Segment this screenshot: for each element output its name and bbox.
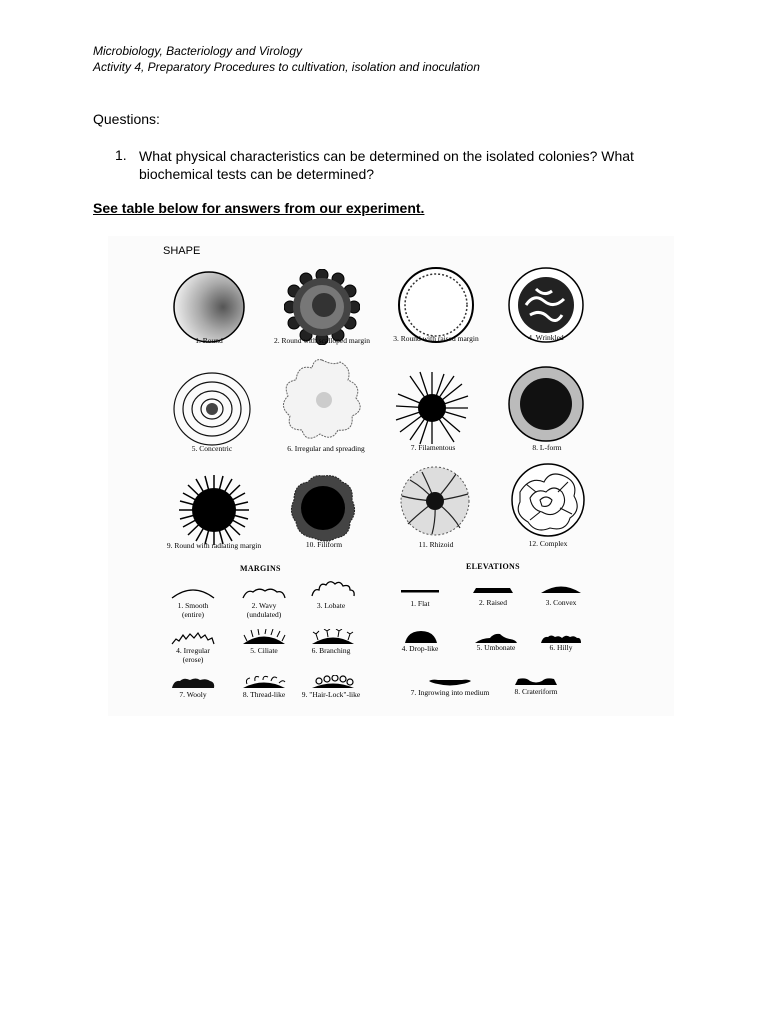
thread-like-margin-icon xyxy=(241,675,287,689)
elevation-label: 6. Hilly xyxy=(549,643,573,652)
question-text: What physical characteristics can be determined on the isolated colonies? What biochemical tests can be determined? xyxy=(139,148,634,182)
scalloped-colony-icon xyxy=(284,269,360,345)
elevation-label: 2. Raised xyxy=(479,598,507,607)
see-table-note: See table below for answers from our experiment. xyxy=(93,200,425,216)
rhizoid-colony-icon xyxy=(398,464,472,538)
shape-label: 2. Round with scalloped margin xyxy=(274,336,370,345)
complex-colony-icon xyxy=(510,462,586,538)
question-number: 1. xyxy=(115,147,127,163)
margin-label: 4. Irregular (erose) xyxy=(176,646,210,664)
raised-elevation-icon xyxy=(472,586,514,594)
margin-label: 7. Wooly xyxy=(179,690,207,699)
wooly-margin-icon xyxy=(170,677,216,689)
ciliate-margin-icon xyxy=(241,629,287,645)
margin-label: 2. Wavy (undulated) xyxy=(246,601,282,619)
lobate-margin-icon xyxy=(310,579,356,597)
hair-lock-margin-icon xyxy=(310,675,356,689)
colony-morphology-figure xyxy=(108,236,674,716)
crateriform-elevation-icon xyxy=(514,676,558,686)
elevation-label: 8. Crateriform xyxy=(514,687,558,696)
shape-label: 9. Round with radiating margin xyxy=(166,541,262,550)
radiating-colony-icon xyxy=(178,474,250,546)
elevation-label: 4. Drop-like xyxy=(401,644,439,653)
elevation-label: 1. Flat xyxy=(410,599,430,608)
header-activity-title: Activity 4, Preparatory Procedures to cultivation, isolation and inoculation xyxy=(93,60,480,74)
margin-label: 1. Smooth (entire) xyxy=(177,601,209,619)
shape-label: 8. L-form xyxy=(532,443,562,452)
smooth-margin-icon xyxy=(170,585,216,599)
shape-title: SHAPE xyxy=(163,245,201,257)
convex-elevation-icon xyxy=(540,582,582,594)
flat-elevation-icon xyxy=(400,588,440,594)
margins-title: MARGINS xyxy=(240,564,281,573)
margin-label: 9. "Hair-Lock"-like xyxy=(301,690,361,699)
concentric-colony-icon xyxy=(171,370,253,448)
header-course-title: Microbiology, Bacteriology and Virology xyxy=(93,44,302,58)
ingrowing-elevation-icon xyxy=(428,678,472,688)
shape-label: 1. Round xyxy=(195,336,223,345)
filamentous-colony-icon xyxy=(394,370,470,446)
elevations-title: ELEVATIONS xyxy=(466,562,520,571)
shape-label: 12. Complex xyxy=(528,539,568,548)
margin-label: 3. Lobate xyxy=(316,601,346,610)
wavy-margin-icon xyxy=(241,585,287,599)
margin-label: 8. Thread-like xyxy=(242,690,286,699)
raised-margin-colony-icon xyxy=(396,265,476,345)
drop-like-elevation-icon xyxy=(404,630,438,644)
margin-label: 5. Ciliate xyxy=(250,646,278,655)
filiform-colony-icon xyxy=(288,472,358,544)
round-colony-icon xyxy=(171,269,247,345)
shape-label: 7. Filamentous xyxy=(410,443,456,452)
branching-margin-icon xyxy=(310,629,356,645)
margin-label: 6. Branching xyxy=(311,646,351,655)
shape-label: 11. Rhizoid xyxy=(418,540,454,549)
l-form-colony-icon xyxy=(506,364,586,444)
irregular-margin-icon xyxy=(170,631,216,645)
questions-heading: Questions: xyxy=(93,111,160,127)
shape-label: 10. Filiform xyxy=(305,540,343,549)
shape-label: 6. Irregular and spreading xyxy=(287,444,365,453)
shape-label: 3. Round with raised margin xyxy=(393,334,479,343)
irregular-colony-icon xyxy=(276,354,368,446)
elevation-label: 7. Ingrowing into medium xyxy=(410,688,490,697)
elevation-label: 5. Umbonate xyxy=(476,643,516,652)
shape-label: 4. Wrinkled xyxy=(528,333,564,342)
elevation-label: 3. Convex xyxy=(545,598,577,607)
shape-label: 5. Concentric xyxy=(191,444,233,453)
